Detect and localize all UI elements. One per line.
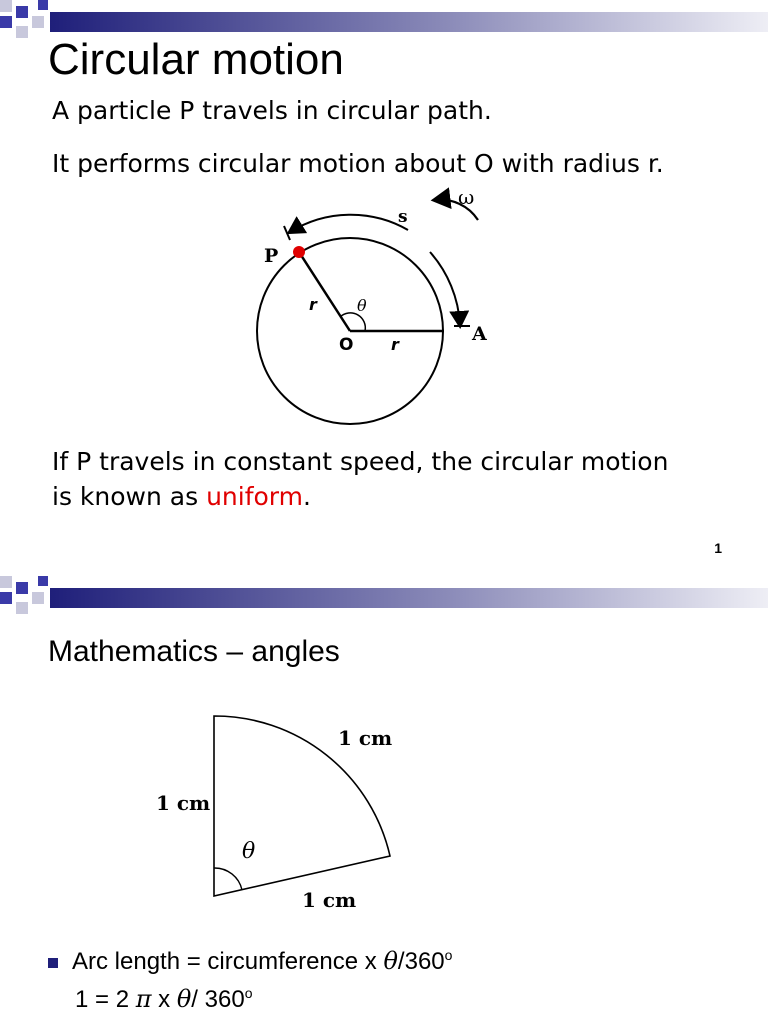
text-line-particle: A particle P travels in circular path. bbox=[52, 96, 492, 125]
bullet-square-icon bbox=[48, 958, 58, 968]
text-line-radius: It performs circular motion about O with radius r. bbox=[52, 149, 664, 178]
label-r-OA: r bbox=[391, 335, 399, 354]
radius-line-OP bbox=[299, 252, 350, 331]
slide-2 bbox=[0, 576, 768, 1024]
uniform-highlight: uniform bbox=[206, 482, 304, 511]
label-r-OP: r bbox=[309, 295, 317, 314]
slide-number: 1 bbox=[714, 540, 722, 556]
circular-motion-diagram bbox=[240, 180, 520, 430]
text-line-constant-speed: If P travels in constant speed, the circular motion bbox=[52, 447, 669, 476]
uniform-suffix: . bbox=[303, 482, 311, 511]
bullet-theta: θ bbox=[383, 947, 398, 975]
label-bottom-side: 1 cm bbox=[302, 888, 357, 912]
eq-degree: o bbox=[244, 985, 253, 1001]
text-line-uniform bbox=[52, 481, 311, 513]
slide-title: Mathematics – angles bbox=[48, 635, 340, 668]
bullet-suffix: /360 bbox=[397, 948, 445, 975]
sector-diagram bbox=[140, 706, 440, 916]
equation-line bbox=[75, 978, 252, 1015]
label-s: s bbox=[398, 207, 408, 227]
eq-part-a: 1 = 2 bbox=[75, 986, 136, 1013]
label-P: P bbox=[264, 245, 279, 267]
eq-part-c: / 360 bbox=[191, 986, 245, 1013]
label-left-side: 1 cm bbox=[156, 791, 211, 815]
eq-pi: π bbox=[135, 985, 152, 1013]
bullet-degree: o bbox=[444, 947, 453, 963]
uniform-prefix: is known as bbox=[52, 482, 207, 511]
label-theta: θ bbox=[357, 296, 367, 315]
particle-P-dot bbox=[293, 246, 305, 258]
sector-angle-arc bbox=[214, 868, 242, 890]
slide-title: Circular motion bbox=[48, 35, 344, 84]
bullet-text: Arc length = circumference x bbox=[72, 948, 384, 975]
slide-header-bar bbox=[0, 576, 768, 636]
bullet-arc-length bbox=[48, 940, 452, 977]
label-arc-length: 1 cm bbox=[338, 726, 393, 750]
label-omega: ω bbox=[458, 185, 475, 209]
label-theta: θ bbox=[242, 839, 256, 864]
label-A: A bbox=[472, 323, 487, 345]
eq-theta: θ bbox=[176, 985, 192, 1013]
rotation-arrow-A bbox=[430, 252, 460, 325]
label-O: O bbox=[339, 335, 354, 355]
eq-part-b: x bbox=[151, 986, 177, 1013]
arc-length-arrow bbox=[290, 215, 408, 232]
